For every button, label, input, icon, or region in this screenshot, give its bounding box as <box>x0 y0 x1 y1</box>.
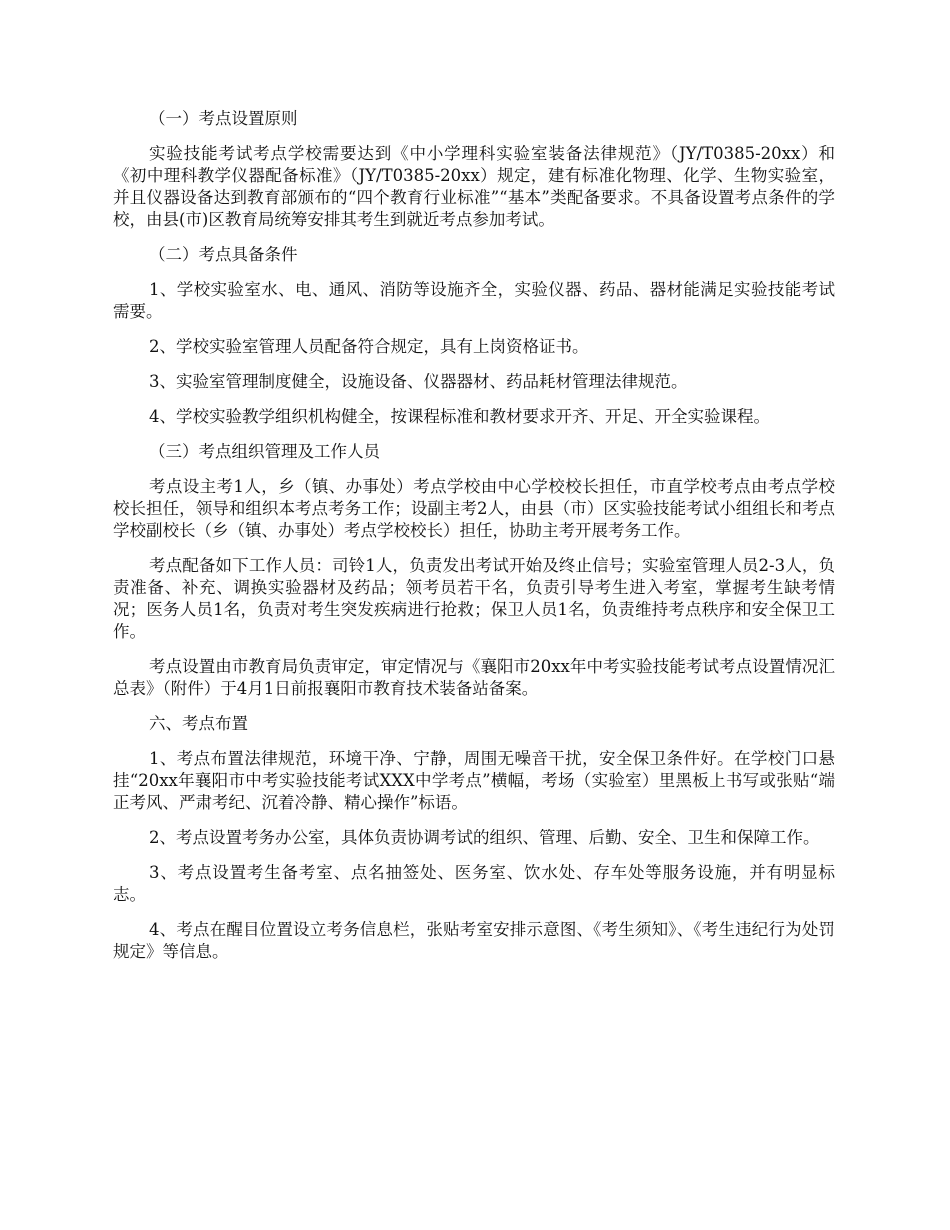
body-paragraph: 考点设主考1人，乡（镇、办事处）考点学校由中心学校校长担任，市直学校考点由考点学校校长担任，领导和组织本考点考务工作；设副主考2人，由县（市）区实验技能考试小组组长和考点学校副校长（乡（镇、办事处）考点学校校长）担任，协助主考开展考务工作。 <box>113 477 835 540</box>
body-paragraph: 考点配备如下工作人员：司铃1人，负责发出考试开始及终止信号；实验室管理人员2-3人，负责准备、补充、调换实验器材及药品；领考员若干名，负责引导考生进入考室，掌握考生缺考情况；医务人员1名，负责对考生突发疾病进行抢救；保卫人员1名，负责维持考点秩序和安全保卫工作。 <box>113 556 835 641</box>
list-item: 2、考点设置考务办公室，具体负责协调考试的组织、管理、后勤、安全、卫生和保障工作。 <box>149 828 820 847</box>
list-item: 4、考点在醒目位置设立考务信息栏，张贴考室安排示意图、《考生须知》、《考生违纪行为处罚规定》等信息。 <box>113 920 835 961</box>
list-item: 4、学校实验教学组织机构健全，按课程标准和教材要求开齐、开足、开全实验课程。 <box>149 407 770 426</box>
list-item: 1、考点布置法律规范，环境干净、宁静，周围无噪音干扰，安全保卫条件好。在学校门口悬挂“20xx年襄阳市中考实验技能考试XXX中学考点”横幅，考场（实验室）里黑板上书写或张贴“端正考风、严肃考纪、沉着冷静、精心操作”标语。 <box>113 749 835 812</box>
section-heading-6: 六、考点布置 <box>149 714 248 733</box>
section-heading-2: （二）考点具备条件 <box>149 245 298 264</box>
body-paragraph: 考点设置由市教育局负责审定，审定情况与《襄阳市20xx年中考实验技能考试考点设置情况汇总表》（附件）于4月1日前报襄阳市教育技术装备站备案。 <box>113 657 835 698</box>
section-heading-3: （三）考点组织管理及工作人员 <box>149 442 380 461</box>
list-item: 3、考点设置考生备考室、点名抽签处、医务室、饮水处、存车处等服务设施，并有明显标志。 <box>113 863 835 904</box>
body-paragraph: 实验技能考试考点学校需要达到《中小学理科实验室装备法律规范》（JY/T0385-20xx）和《初中理科教学仪器配备标准》（JY/T0385-20xx）规定，建有标准化物理、化学、生物实验室，并且仪器设备达到教育部颁布的“四个教育行业标准”“基本”类配备要求。不具备设置考点条件的学校，由县(市)区教育局统筹安排其考生到就近考点参加考试。 <box>113 144 835 229</box>
list-item: 1、学校实验室水、电、通风、消防等设施齐全，实验仪器、药品、器材能满足实验技能考试需要。 <box>113 280 835 321</box>
section-heading-1: （一）考点设置原则 <box>149 109 298 128</box>
list-item: 3、实验室管理制度健全，设施设备、仪器器材、药品耗材管理法律规范。 <box>149 372 688 391</box>
list-item: 2、学校实验室管理人员配备符合规定，具有上岗资格证书。 <box>149 337 589 356</box>
document-body <box>113 108 835 976</box>
